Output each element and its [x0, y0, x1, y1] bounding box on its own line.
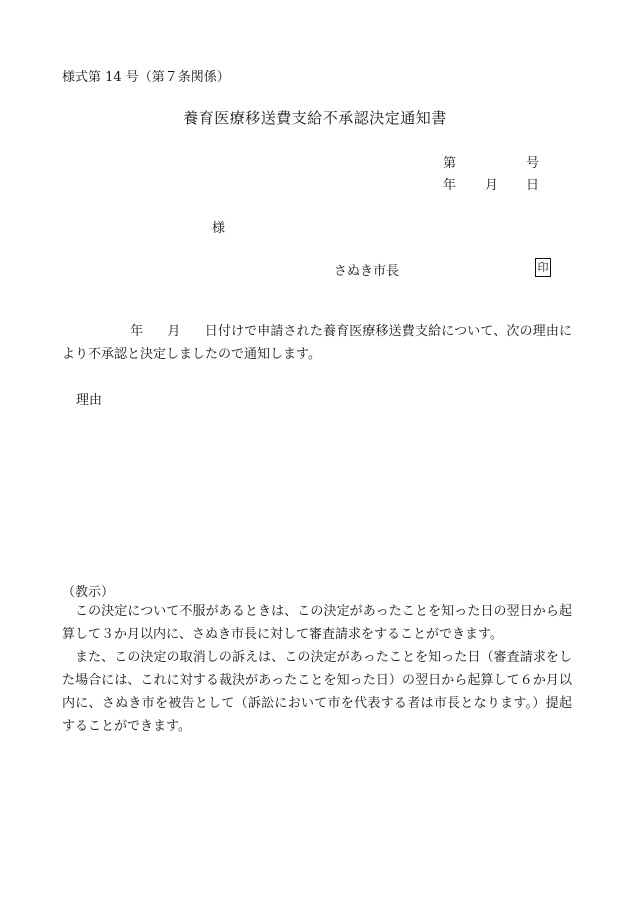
- date-year-label: 年: [443, 178, 457, 193]
- reason-label: 理由: [76, 393, 103, 408]
- form-number: 様式第 14 号（第７条関係）: [62, 70, 230, 85]
- notification-body: [62, 320, 572, 366]
- document-number-label: 第: [443, 156, 457, 171]
- document-title: 養育医療移送費支給不承認決定通知書: [183, 109, 447, 127]
- notice-heading: （教示）: [62, 585, 115, 600]
- date-month-label: 月: [485, 178, 499, 193]
- notice-paragraph-lawsuit: また、この決定の取消しの訴えは、この決定があったことを知った日（審査請求をした場合には、これに対する裁決があったことを知った日）の翌日から起算して６か月以内に、さぬき市を被告として（訴訟において市を代表する者は市長となります。）提起することができます。: [62, 650, 572, 734]
- addressee-honorific: 様: [212, 221, 226, 236]
- document-number-suffix: 号: [526, 156, 540, 171]
- seal-stamp: 印: [535, 258, 551, 277]
- body-text: 日付けで申請された養育医療移送費支給について、次の理由により不承認と決定しましたので通知します。: [62, 324, 572, 362]
- date-day-label: 日: [526, 178, 540, 193]
- issuer-name: さぬき市長: [334, 264, 400, 279]
- body-month-label: 月: [167, 324, 181, 339]
- body-year-label: 年: [130, 324, 144, 339]
- notice-paragraph-appeal: この決定について不服があるときは、この決定があったことを知った日の翌日から起算して３か月以内に、さぬき市長に対して審査請求をすることができます。: [62, 604, 572, 642]
